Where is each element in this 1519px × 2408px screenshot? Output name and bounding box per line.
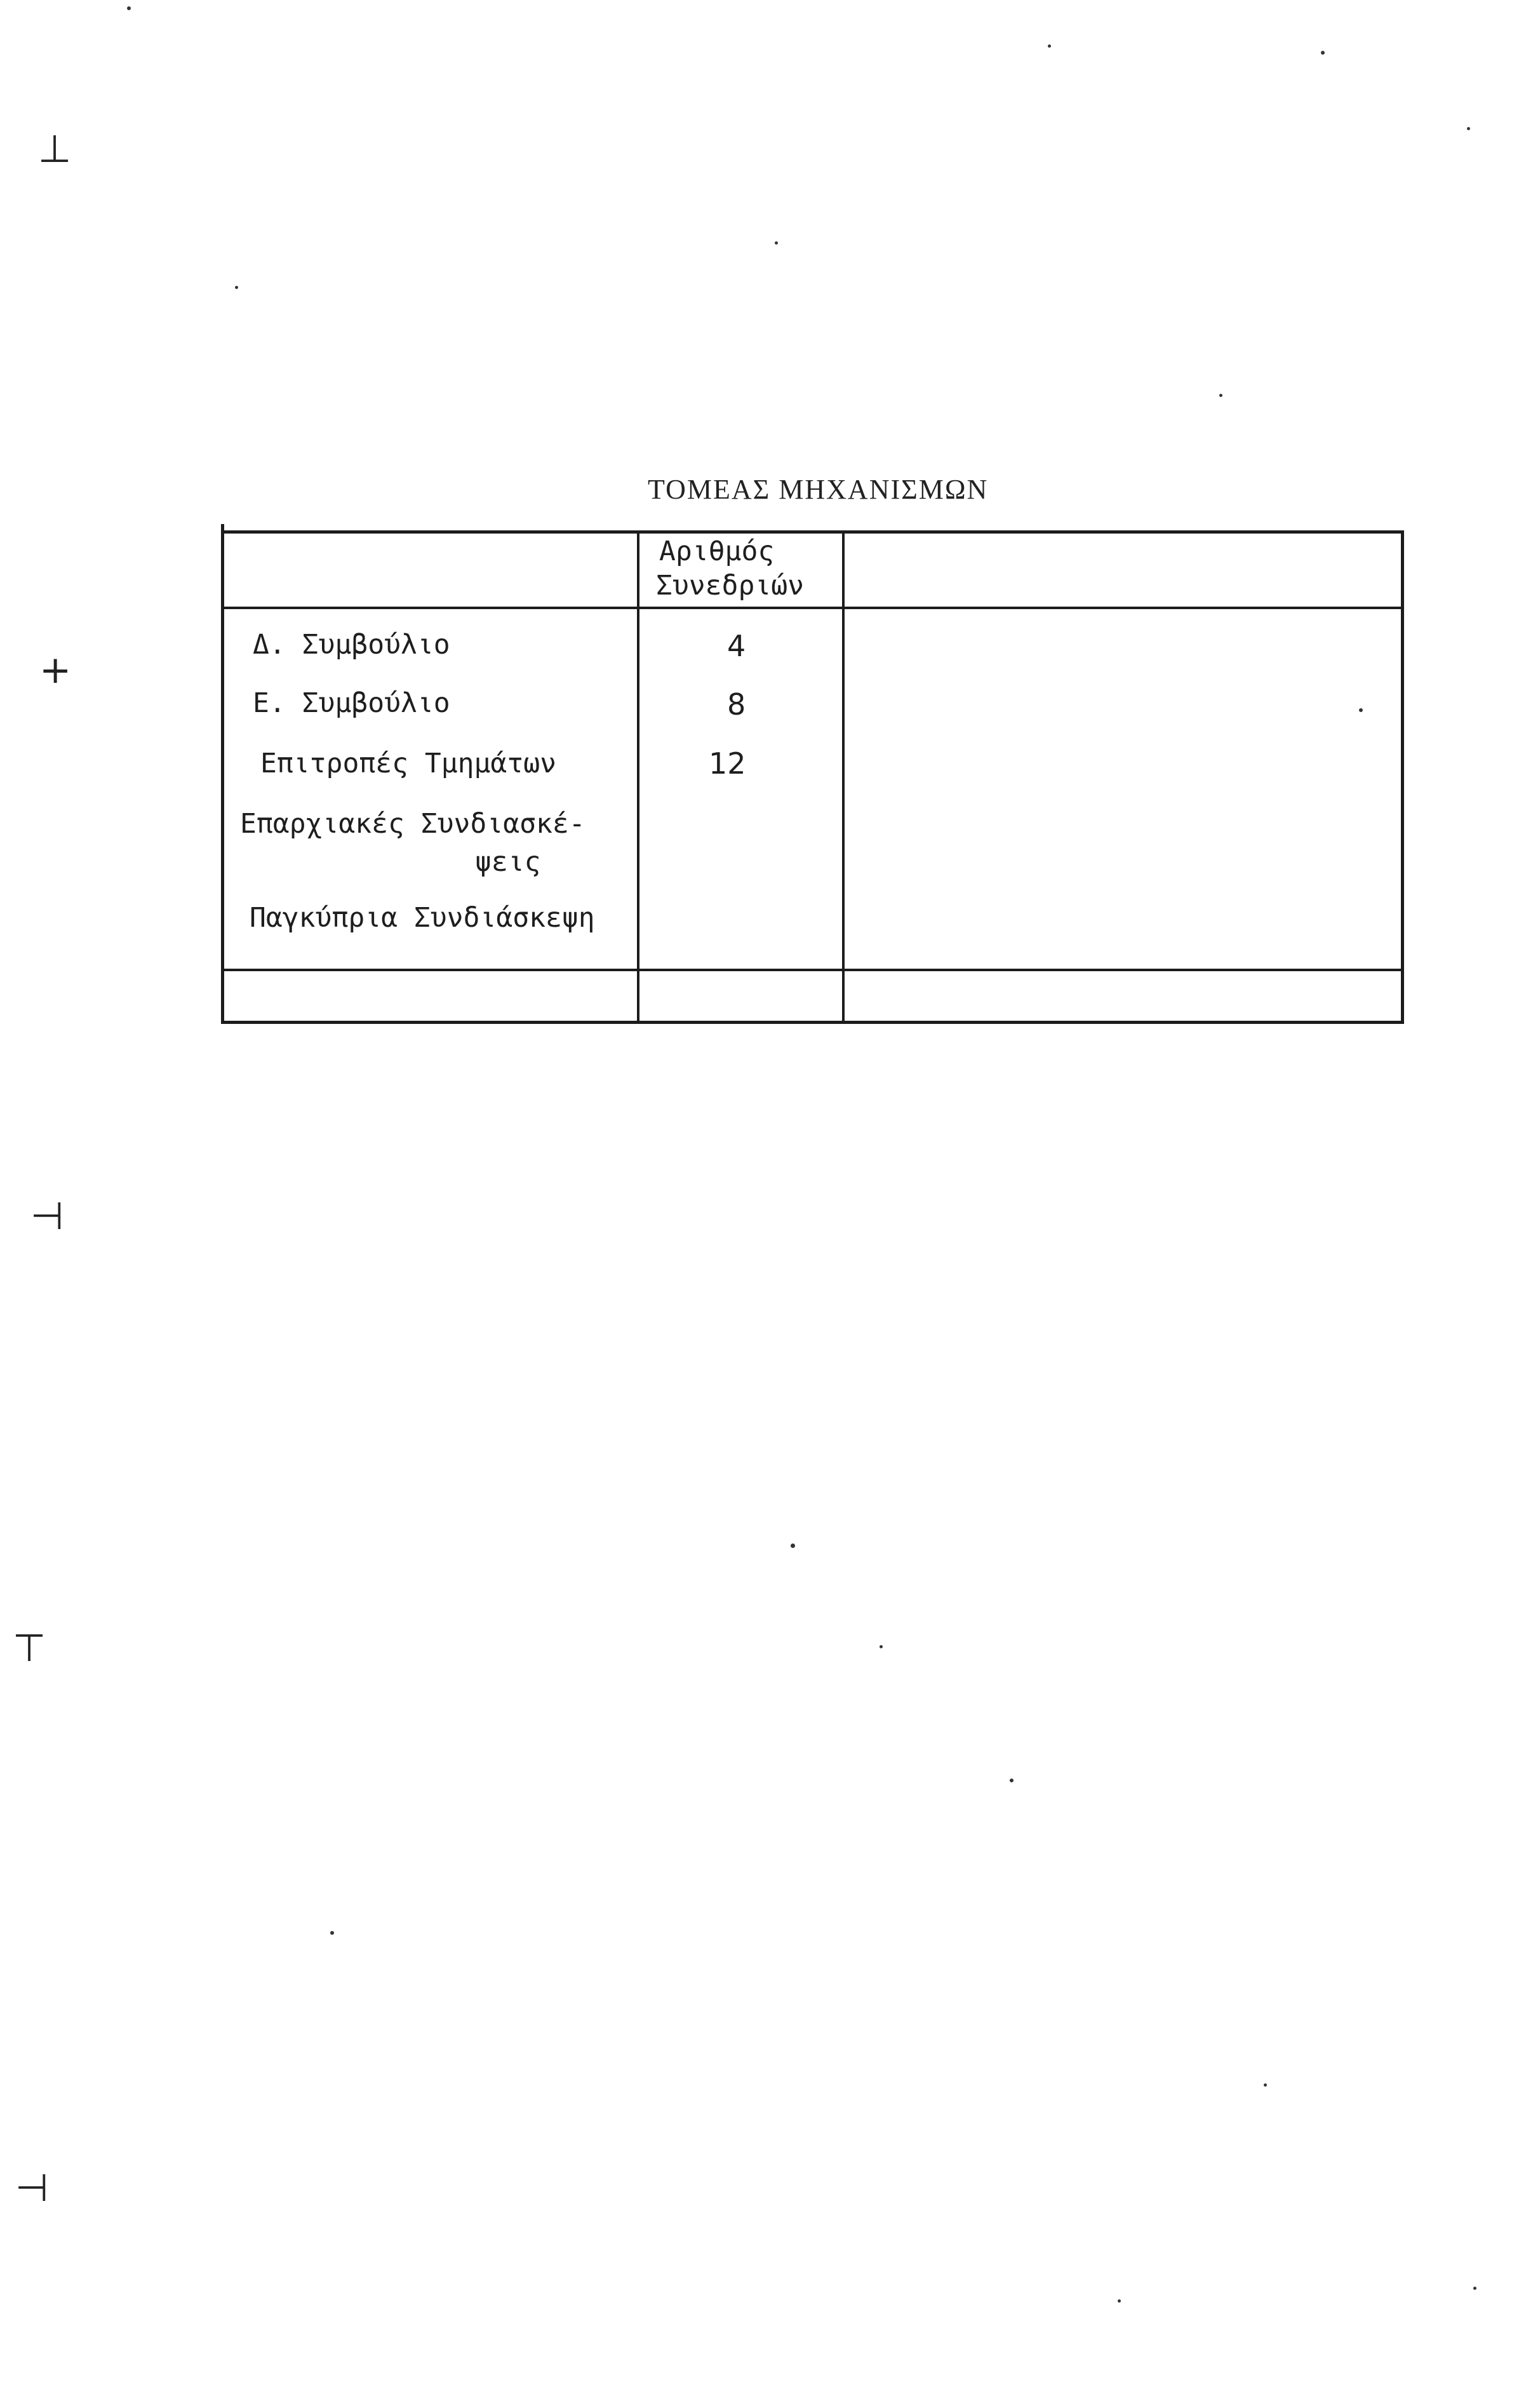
margin-mark: ⊤ (13, 1626, 46, 1671)
table-left-border (221, 524, 224, 1024)
margin-mark: ⊣ (30, 1194, 64, 1239)
row-count: 12 (709, 746, 746, 781)
table-header-rule (221, 607, 1403, 609)
row-count: 8 (727, 687, 746, 722)
row-label: Ε. Συμβούλιο (253, 687, 450, 719)
table-bottom-rule (221, 1021, 1403, 1024)
row-label: Παγκύπρια Συνδιάσκεψη (250, 902, 595, 934)
margin-mark: ⊥ (38, 127, 72, 172)
header-count-line1: Αριθμός (659, 535, 775, 567)
row-count: 4 (727, 629, 746, 663)
margin-mark: + (39, 648, 72, 692)
data-table (221, 524, 1403, 1023)
table-total-rule (221, 969, 1403, 971)
row-label-line2: ψεις (475, 846, 541, 878)
table-top-rule (221, 530, 1403, 534)
margin-mark: ⊣ (15, 2166, 49, 2210)
table-col-divider-2 (842, 530, 845, 1024)
table-right-border (1401, 530, 1404, 1024)
header-count-line2: Συνεδριών (656, 570, 804, 602)
row-label: Δ. Συμβούλιο (253, 629, 450, 661)
row-label-line1: Επαρχιακές Συνδιασκέ- (240, 808, 586, 840)
table-col-divider-1 (637, 530, 639, 1024)
page-title: ΤΟΜΕΑΣ ΜΗΧΑΝΙΣΜΩΝ (648, 474, 989, 505)
row-label: Επιτροπές Τμημάτων (260, 748, 556, 779)
